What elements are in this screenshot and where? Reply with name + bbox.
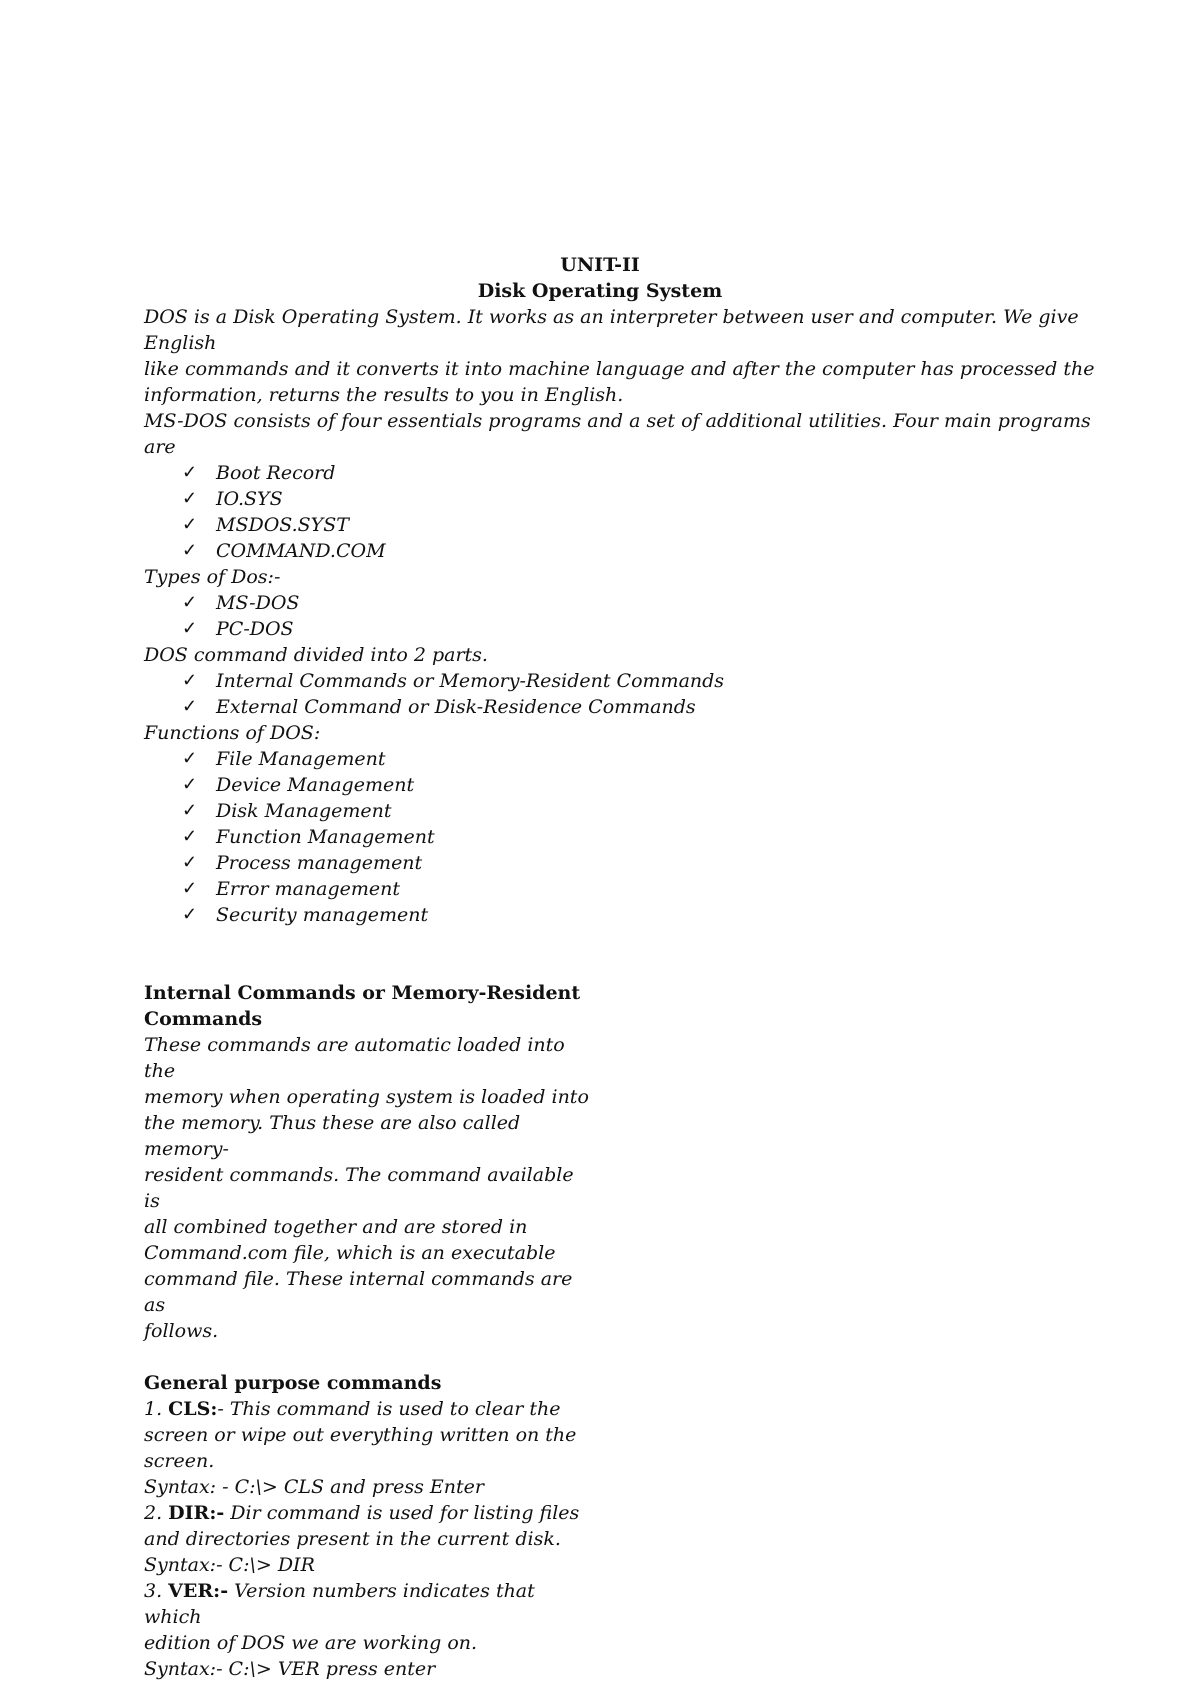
page-title: Disk Operating System bbox=[477, 280, 723, 302]
list-item bbox=[144, 902, 1104, 928]
checkmark-icon: ✓ bbox=[182, 748, 198, 769]
cls-description-line-2: screen or wipe out everything written on the bbox=[144, 1424, 577, 1446]
list-item-label: File Management bbox=[216, 748, 386, 770]
list-item bbox=[144, 876, 1104, 902]
intro-line-3: information, returns the results to you in English. bbox=[144, 384, 624, 406]
list-item-label: Process management bbox=[216, 852, 423, 874]
list-item-label: Disk Management bbox=[216, 800, 392, 822]
parts-heading: DOS command divided into 2 parts. bbox=[144, 644, 488, 666]
ver-description-line-2: edition of DOS we are working on. bbox=[144, 1632, 478, 1654]
cls-syntax: Syntax: - C:\> CLS and press Enter bbox=[144, 1476, 484, 1498]
internal-text-line: follows. bbox=[144, 1320, 219, 1342]
list-item-label: IO.SYS bbox=[216, 488, 283, 510]
list-item bbox=[144, 772, 1104, 798]
list-item bbox=[144, 668, 1104, 694]
cls-command-name: CLS: bbox=[168, 1398, 218, 1420]
checkmark-icon: ✓ bbox=[182, 826, 198, 847]
cls-number: 1. bbox=[144, 1398, 169, 1420]
types-heading: Types of Dos:- bbox=[144, 566, 281, 588]
main-programs-list bbox=[144, 460, 1104, 564]
dir-command-name: DIR:- bbox=[168, 1502, 225, 1524]
ver-command-line bbox=[144, 1578, 594, 1630]
internal-heading-line-2: Commands bbox=[144, 1008, 263, 1030]
parts-list bbox=[144, 668, 1104, 720]
spacer bbox=[144, 928, 1104, 980]
checkmark-icon: ✓ bbox=[182, 618, 198, 639]
list-item-label: PC-DOS bbox=[216, 618, 294, 640]
list-item-label: Security management bbox=[216, 904, 429, 926]
cls-command-line bbox=[144, 1396, 594, 1422]
list-item bbox=[144, 850, 1104, 876]
internal-commands-section bbox=[144, 980, 594, 1344]
list-item bbox=[144, 590, 1104, 616]
list-item-label: External Command or Disk-Residence Commands bbox=[216, 696, 696, 718]
internal-text-line: resident commands. The command available is bbox=[144, 1164, 574, 1212]
internal-heading-line-1: Internal Commands or Memory-Resident bbox=[144, 982, 581, 1004]
list-item-label: MS-DOS bbox=[216, 592, 300, 614]
internal-text-line: all combined together and are stored in bbox=[144, 1216, 528, 1238]
internal-text-line: the memory. Thus these are also called memory- bbox=[144, 1112, 521, 1160]
list-item bbox=[144, 512, 1104, 538]
checkmark-icon: ✓ bbox=[182, 904, 198, 925]
types-list bbox=[144, 590, 1104, 642]
internal-text-line: Command.com file, which is an executable bbox=[144, 1242, 556, 1264]
document-content bbox=[144, 252, 1104, 1682]
list-item-label: MSDOS.SYST bbox=[216, 514, 349, 536]
spacer bbox=[144, 1344, 1104, 1370]
list-item-label: Internal Commands or Memory-Resident Commands bbox=[216, 670, 725, 692]
internal-text-line: These commands are automatic loaded into the bbox=[144, 1034, 565, 1082]
list-item-label: Function Management bbox=[216, 826, 435, 848]
checkmark-icon: ✓ bbox=[182, 774, 198, 795]
checkmark-icon: ✓ bbox=[182, 488, 198, 509]
list-item bbox=[144, 486, 1104, 512]
list-item bbox=[144, 616, 1104, 642]
internal-text-line: memory when operating system is loaded into bbox=[144, 1086, 589, 1108]
list-item bbox=[144, 694, 1104, 720]
checkmark-icon: ✓ bbox=[182, 852, 198, 873]
dir-description-line-2: and directories present in the current disk. bbox=[144, 1528, 561, 1550]
list-item bbox=[144, 798, 1104, 824]
internal-text-line: command file. These internal commands are as bbox=[144, 1268, 573, 1316]
dir-number: 2. bbox=[144, 1502, 169, 1524]
programs-intro: MS-DOS consists of four essentials programs and a set of additional utilities. Four main programs are bbox=[144, 410, 1091, 458]
intro-line-1: DOS is a Disk Operating System. It works as an interpreter between user and computer. We give English bbox=[144, 306, 1079, 354]
list-item-label: Error management bbox=[216, 878, 401, 900]
checkmark-icon: ✓ bbox=[182, 878, 198, 899]
dir-command-line bbox=[144, 1500, 594, 1526]
checkmark-icon: ✓ bbox=[182, 800, 198, 821]
checkmark-icon: ✓ bbox=[182, 592, 198, 613]
checkmark-icon: ✓ bbox=[182, 540, 198, 561]
ver-syntax: Syntax:- C:\> VER press enter bbox=[144, 1658, 436, 1680]
checkmark-icon: ✓ bbox=[182, 696, 198, 717]
cls-description: - This command is used to clear the bbox=[217, 1398, 561, 1420]
list-item bbox=[144, 746, 1104, 772]
ver-command-name: VER:- bbox=[168, 1580, 229, 1602]
list-item bbox=[144, 460, 1104, 486]
general-commands-section bbox=[144, 1370, 594, 1682]
ver-number: 3. bbox=[144, 1580, 169, 1602]
list-item bbox=[144, 538, 1104, 564]
checkmark-icon: ✓ bbox=[182, 670, 198, 691]
ver-description: Version numbers indicates that which bbox=[144, 1580, 535, 1628]
functions-list bbox=[144, 746, 1104, 928]
list-item-label: Boot Record bbox=[216, 462, 336, 484]
general-heading: General purpose commands bbox=[144, 1372, 442, 1394]
list-item bbox=[144, 824, 1104, 850]
functions-heading: Functions of DOS: bbox=[144, 722, 321, 744]
checkmark-icon: ✓ bbox=[182, 514, 198, 535]
intro-line-2: like commands and it converts it into machine language and after the computer has processed the bbox=[144, 358, 1095, 380]
unit-title: UNIT-II bbox=[560, 254, 640, 276]
cls-description-line-3: screen. bbox=[144, 1450, 215, 1472]
list-item-label: COMMAND.COM bbox=[216, 540, 386, 562]
dir-description: Dir command is used for listing files bbox=[224, 1502, 580, 1524]
checkmark-icon: ✓ bbox=[182, 462, 198, 483]
dir-syntax: Syntax:- C:\> DIR bbox=[144, 1554, 315, 1576]
list-item-label: Device Management bbox=[216, 774, 415, 796]
